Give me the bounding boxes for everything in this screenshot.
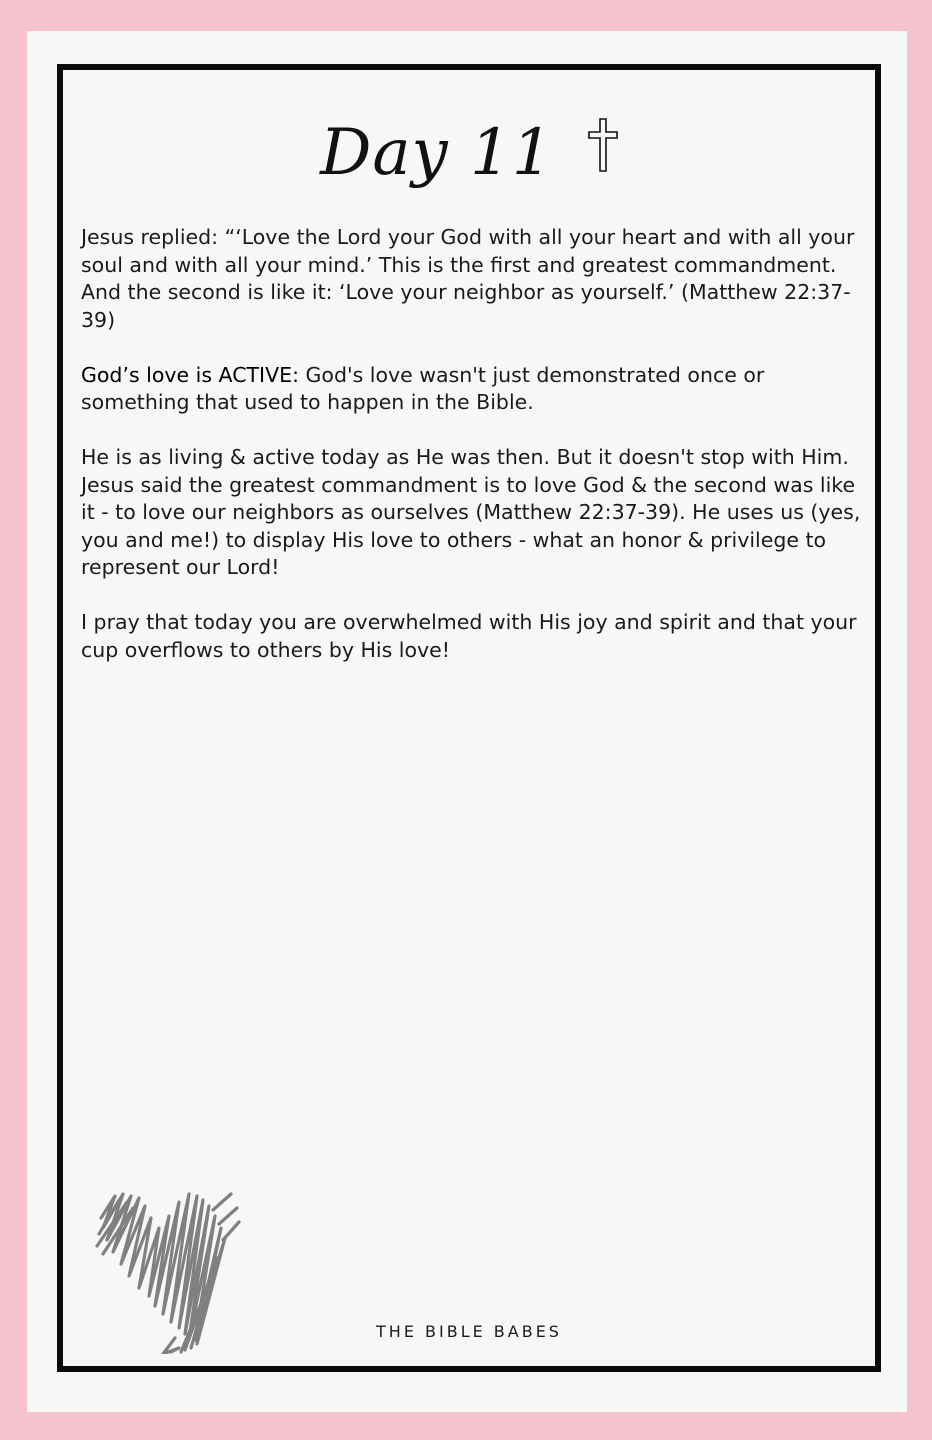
cross-icon — [588, 118, 618, 177]
brand-label: THE BIBLE BABES — [376, 1322, 562, 1341]
devotional-body — [81, 224, 861, 692]
scripture-paragraph: Jesus replied: “‘Love the Lord your God with all your heart and with all your soul and with all your mind.’ This is the first and greatest commandment. And the second is like it: ‘Love your neighbor as yourself.’ (Matthew 22:37-39) — [81, 225, 855, 332]
active-paragraph — [81, 362, 861, 417]
day-title: Day 11 — [320, 116, 554, 190]
living-paragraph: He is as living & active today as He was then. But it doesn't stop with Him. Jesus said the greatest commandment is to love God & the second was like it - to love our neighbors as ourselves (Matthew 22:37-39). He uses us (yes, you and me!) to display His love to others - what an honor & privilege to represent our Lord! — [81, 445, 861, 579]
page-frame — [57, 64, 881, 1372]
prayer-paragraph: I pray that today you are overwhelmed with His joy and spirit and that your cup overflows to others by His love! — [81, 610, 857, 662]
active-text: God's love wasn't just demonstrated once or something that used to happen in the Bible. — [81, 362, 765, 414]
title-row — [63, 98, 875, 208]
journal-page — [27, 31, 907, 1412]
active-heading: God’s love is ACTIVE: — [81, 362, 299, 387]
